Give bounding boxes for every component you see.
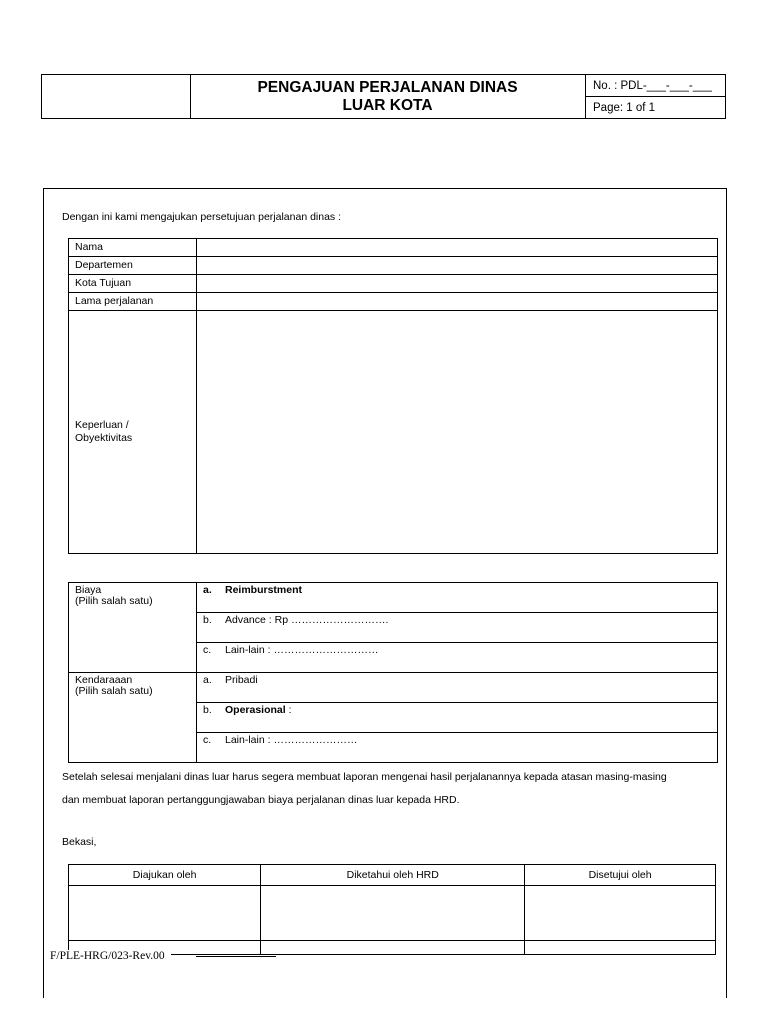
info-table	[68, 238, 718, 554]
instruction-paragraph: Setelah selesai menjalani dinas luar harus segera membuat laporan mengenai hasil perjalanannya kepada atasan masing-masing dan membuat laporan pertanggungjawaban biaya perjalanan dinas luar kepada HRD.	[62, 771, 667, 806]
table-row	[69, 311, 718, 554]
biaya-option-reimburstment[interactable]: a. Reimburstment	[197, 583, 718, 613]
field-label: Nama	[69, 239, 197, 257]
city-label: Bekasi,	[62, 836, 97, 848]
table-row	[69, 886, 716, 941]
signature-box-disetujui[interactable]	[525, 886, 716, 941]
signature-table	[68, 864, 716, 955]
kota-tujuan-field[interactable]	[197, 275, 718, 293]
biaya-option-advance[interactable]: b. Advance : Rp ……………………….	[197, 613, 718, 643]
table-row	[69, 239, 718, 257]
lama-perjalanan-field[interactable]	[197, 293, 718, 311]
signature-box-diketahui[interactable]	[261, 886, 525, 941]
kendaraan-option-pribadi[interactable]: a. Pribadi	[197, 673, 718, 703]
nama-field[interactable]	[197, 239, 718, 257]
table-row	[69, 583, 718, 613]
field-label: Kota Tujuan	[69, 275, 197, 293]
kendaraan-option-operasional[interactable]: b. Operasional :	[197, 703, 718, 733]
departemen-field[interactable]	[197, 257, 718, 275]
signature-header-diketahui: Diketahui oleh HRD	[261, 865, 525, 886]
table-row	[69, 865, 716, 886]
field-label: Keperluan / Obyektivitas	[69, 311, 197, 554]
field-label: Departemen	[69, 257, 197, 275]
title-line-1: PENGAJUAN PERJALANAN DINAS	[257, 79, 518, 96]
kendaraan-option-lain-lain[interactable]: c. Lain-lain : ……………………	[197, 733, 718, 763]
document-meta	[586, 75, 725, 118]
biaya-label: Biaya (Pilih salah satu)	[69, 583, 197, 673]
table-row	[69, 257, 718, 275]
table-row	[69, 293, 718, 311]
title-line-2: LUAR KOTA	[342, 97, 433, 114]
biaya-option-lain-lain[interactable]: c. Lain-lain : …………………………	[197, 643, 718, 673]
signature-box-diajukan[interactable]	[69, 886, 261, 941]
keperluan-field[interactable]	[197, 311, 718, 554]
table-row	[69, 673, 718, 703]
field-label: Lama perjalanan	[69, 293, 197, 311]
name-box-diketahui[interactable]	[261, 941, 525, 955]
document-number: No. : PDL-___-___-___	[586, 75, 725, 97]
page-number: Page: 1 of 1	[593, 102, 656, 114]
form-code: F/PLE-HRG/023-Rev.00	[50, 950, 171, 962]
document-header	[41, 74, 726, 119]
signature-header-disetujui: Disetujui oleh	[525, 865, 716, 886]
options-table	[68, 582, 718, 763]
document-title	[190, 75, 586, 118]
name-box-disetujui[interactable]	[525, 941, 716, 955]
kendaraan-label: Kendaraaan (Pilih salah satu)	[69, 673, 197, 763]
footer-divider	[196, 956, 276, 957]
table-row	[69, 275, 718, 293]
intro-text: Dengan ini kami mengajukan persetujuan perjalanan dinas :	[62, 211, 342, 223]
signature-header-diajukan: Diajukan oleh	[69, 865, 261, 886]
logo-cell	[42, 75, 191, 118]
